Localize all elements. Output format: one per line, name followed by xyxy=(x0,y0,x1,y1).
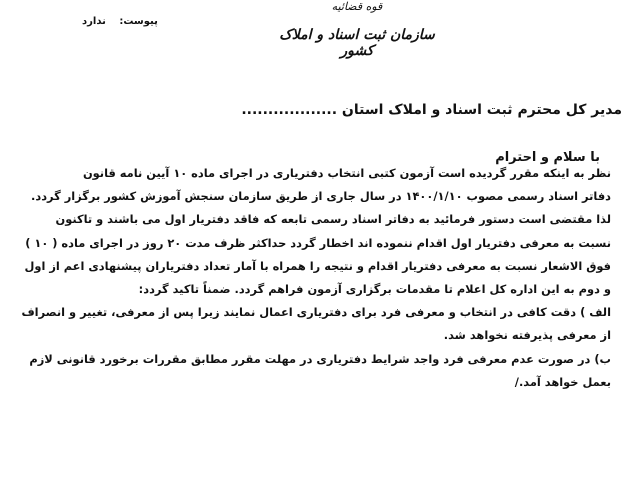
clause-a-line: الف ) دقت کافی در انتخاب و معرفی فرد برای دفترياری اعمال نمایند زیرا پس از معرفی، تغییر و انصراف xyxy=(21,305,611,320)
body-line: نسبت به معرفی دفتريار اول اقدام ننموده اند اخطار گردد حداکثر ظرف مدت ۲۰ روز در اجرای ماده ( ۱۰ ) xyxy=(25,235,611,250)
attachment-field xyxy=(72,16,158,27)
body-line: دفاتر اسناد رسمی مصوب ۱۴۰۰/۱/۱۰ در سال جاری از طریق سازمان سنجش آموزش کشور برگزار گردد. xyxy=(31,189,611,204)
clause-a-line: از معرفی پذیرفته نخواهد شد. xyxy=(443,328,611,343)
body-line: لذا مقتضی است دستور فرمائید به دفاتر اسناد رسمی تابعه که فاقد دفتريار اول می باشند و تاکنون xyxy=(55,212,611,227)
body-line: فوق الاشعار نسبت به معرفی دفتريار اقدام و نتيجه را همراه با آمار تعداد دفترياران پیشنهادی اعم از اول xyxy=(24,258,611,273)
attachment-label: پیوست: xyxy=(119,16,158,27)
addressee-line: مدیر کل محترم ثبت اسناد و املاک استان .................. xyxy=(241,102,622,118)
clause-b-line: ب) در صورت عدم معرفی فرد واجد شرایط دفترياری در مهلت مقرر مطابق مقررات برخورد قانونی لازم xyxy=(29,351,611,366)
letterhead xyxy=(262,0,452,59)
attachment-value: ندارد xyxy=(82,16,106,27)
judiciary-title: قوه قضائیه xyxy=(331,0,383,13)
letter-body xyxy=(21,162,611,394)
greeting-line: با سلام و احترام xyxy=(495,150,600,165)
body-line: نظر به اینکه مقرر گردیده است آزمون کتبی انتخاب دفترياری در اجرای ماده ۱۰ آیین نامه قانون xyxy=(82,166,611,180)
body-line: و دوم به این اداره کل اعلام تا مقدمات برگزاری آزمون فراهم گردد. ضمناً تاکید گردد: xyxy=(138,282,611,297)
organization-title: سازمان ثبت اسناد و املاک کشور xyxy=(279,27,435,59)
clause-b-line: بعمل خواهد آمد./ xyxy=(514,374,611,389)
